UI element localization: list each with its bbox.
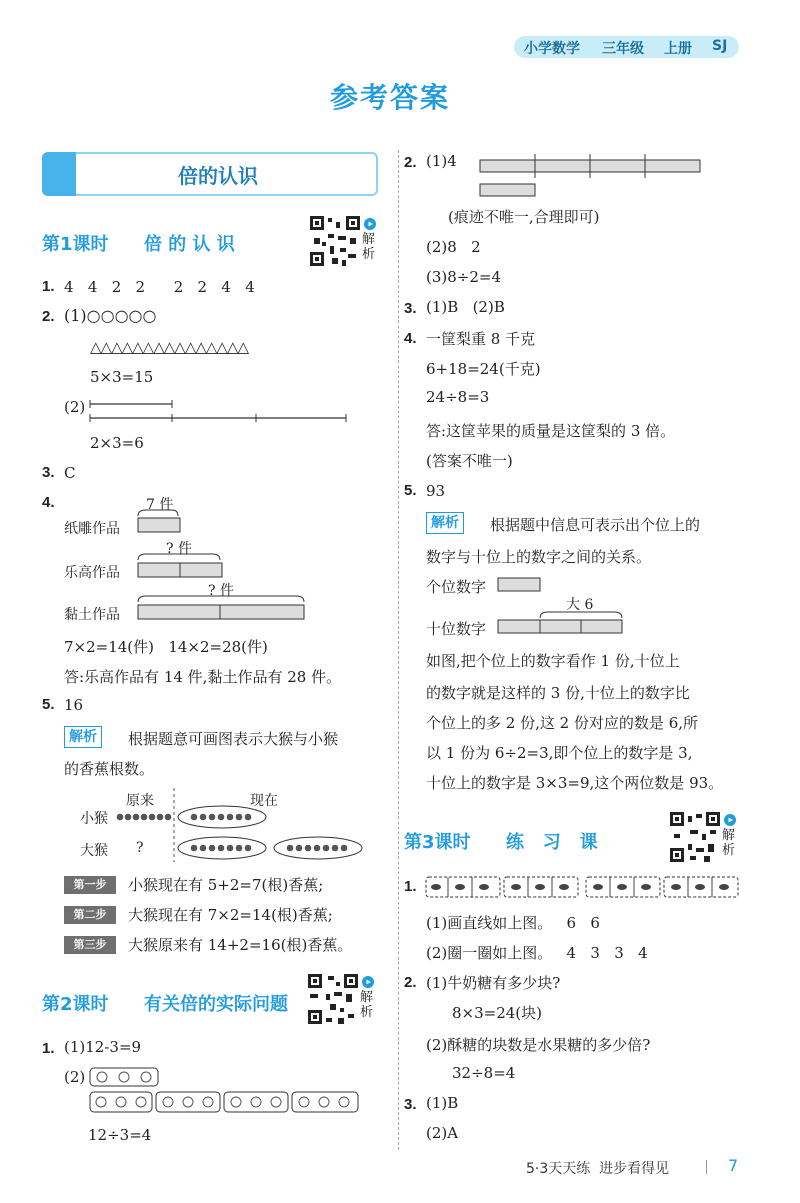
l2-q1-part2: (2) [64,1068,86,1086]
lesson1-scan-label: 解析 [362,232,376,262]
play-icon [364,218,376,230]
l1-q4-row3-label: 黏土作品 [64,607,120,623]
step3-badge: 第三步 [64,936,116,954]
l1-q3-answer: C [64,464,76,482]
l1-q2-eq1: 5×3=15 [90,368,154,386]
lesson1-num: 第1课时 [42,234,109,255]
l1-q4-row2-label: 乐高作品 [64,565,120,581]
l1-q4-equations: 7×2=14(件) 14×2=28(件) [64,638,268,656]
page-number: 7 [728,1156,739,1175]
r-q4-line2: 6+18=24(千克) [426,360,541,378]
r-q5-num: 5. [404,482,417,499]
footer-brand: 5·3天天练 进步看得见 [526,1161,670,1177]
l1-q5-question-mark: ? [136,840,144,856]
l1-q3-num: 3. [42,464,55,481]
unit-title: 倍的认识 [178,164,258,188]
play-icon [724,814,736,826]
l1-q5-row-small: 小猴 [80,811,108,827]
r-q5-exp7: 十位上的数字是 3×3=9,这个两位数是 93。 [426,774,724,792]
lesson3-scan-label: 解析 [722,828,736,858]
l1-q2-eq2: 2×3=6 [90,434,144,452]
header-subject: 小学数学 [524,41,580,57]
lesson1-qr-icon[interactable] [308,214,362,268]
l1-q5-exp-line1: 根据题意可画图表示大猴与小猴 [128,730,339,748]
footer-divider [706,1160,707,1174]
page-title: 参考答案 [330,81,451,114]
r-q4-line1: 一筐梨重 8 千克 [426,330,536,348]
l1-q5-answer: 16 [64,696,84,714]
header-volume: 上册 [664,41,692,57]
l1-q5-num: 5. [42,696,55,713]
l1-q1-num: 1. [42,278,55,295]
l1-q5-monkey-diagram [110,786,370,866]
r-q5-exp1: 根据题中信息可表示出个位上的 [490,516,701,534]
l3-q2-part1: (1)牛奶糖有多少块? [426,974,561,992]
step1-badge: 第一步 [64,876,116,894]
l1-q2-segment-diagram [88,398,350,422]
step2-badge: 第二步 [64,906,116,924]
r-q2-bar-diagram [476,152,704,200]
l3-q3-num: 3. [404,1096,417,1113]
l1-q4-label-7: 7 件 [146,497,174,513]
unit-banner-accent [42,152,76,196]
lesson3-qr-icon[interactable] [668,810,722,864]
r-q5-exp6: 以 1 份为 6÷2=3,即个位上的数字是 3, [426,744,693,762]
l1-q2-triangles: △△△△△△△△△△△△△△△ [90,338,249,356]
lesson2-qr-icon[interactable] [306,972,360,1026]
l1-q5-analysis-badge: 解析 [64,726,102,748]
r-q4-line4: 答:这筐苹果的质量是这筐梨的 3 倍。 [426,422,676,440]
r-q4-line5: (答案不唯一) [426,452,513,470]
r-q4-num: 4. [404,330,417,347]
l3-q1-num: 1. [404,878,417,895]
l3-q2-num: 2. [404,974,417,991]
l1-q4-bar-diagram [136,508,306,628]
r-q5-answer: 93 [426,482,446,500]
r-q5-brace-label: 大 6 [566,597,594,613]
r-q3-num: 3. [404,300,417,317]
step2-text: 大猴现在有 7×2=14(根)香蕉; [128,906,333,924]
lesson2-scan-label: 解析 [360,990,374,1020]
r-q4-line3: 24÷8=3 [426,388,490,406]
l1-q5-exp-line2: 的香蕉根数。 [64,760,155,778]
lesson2-num: 第2课时 [42,994,109,1015]
r-q2-part1: (1)4 [426,152,457,170]
l1-q2-part2: (2) [64,398,86,416]
r-q2-num: 2. [404,154,417,171]
step1-text: 小猴现在有 5+2=7(根)香蕉; [128,876,324,894]
l1-q5-col-now: 现在 [250,793,278,809]
r-q2-part2: (2)8 2 [426,238,481,256]
l1-q2-num: 2. [42,308,55,325]
l3-q3-part2: (2)A [426,1124,459,1142]
r-q5-exp3: 如图,把个位上的数字看作 1 份,十位上 [426,652,680,670]
r-q2-part3: (3)8÷2=4 [426,268,502,286]
column-divider [398,150,400,1150]
header-grade: 三年级 [602,41,644,57]
l3-q3-part1: (1)B [426,1094,459,1112]
l1-q5-col-before: 原来 [126,793,154,809]
l1-q1-answer: 4 4 2 2 2 2 4 4 [64,278,255,296]
l1-q4-row1-label: 纸雕作品 [64,521,120,537]
lesson2-title: 有关倍的实际问题 [144,994,288,1015]
step3-text: 大猴原来有 14+2=16(根)香蕉。 [128,936,353,954]
lesson3-title: 练 习 课 [506,832,598,853]
r-q5-exp2: 数字与十位上的数字之间的关系。 [426,548,652,566]
r-q5-tens-label: 十位数字 [426,620,487,638]
l1-q2-circles: (1)○○○○○ [64,306,157,325]
l3-q2-eq1: 8×3=24(块) [452,1004,543,1022]
l3-q1-part2: (2)圈一圈如上图。 4 3 3 4 [426,944,648,962]
l3-q2-part2: (2)酥糖的块数是水果糖的多少倍? [426,1036,651,1054]
r-q5-exp4: 的数字就是这样的 3 份,十位上的数字比 [426,684,690,702]
l1-q4-label-q1: ? 件 [166,541,192,557]
r-q3-answer: (1)B (2)B [426,298,505,316]
l2-q1-eq: 12÷3=4 [88,1126,152,1144]
r-q5-exp5: 个位上的多 2 份,这 2 份对应的数是 6,所 [426,714,699,732]
play-icon [362,976,374,988]
l3-q1-ant-diagram [424,874,740,900]
l3-q1-part1: (1)画直线如上图。 6 6 [426,914,600,932]
r-q2-note: (痕迹不唯一,合理即可) [448,208,600,226]
lesson1-title: 倍 的 认 识 [144,234,235,255]
l2-q1-part1: (1)12-3=9 [64,1038,142,1056]
l1-q5-row-big: 大猴 [80,843,108,859]
r-q5-analysis-badge: 解析 [426,512,464,534]
l1-q4-label-q2: ? 件 [208,583,234,599]
l2-q1-flower-diagram [88,1066,364,1116]
l3-q2-eq2: 32÷8=4 [452,1064,516,1082]
header-edition: SJ [712,38,728,54]
l2-q1-num: 1. [42,1040,55,1057]
lesson3-num: 第3课时 [404,832,471,853]
r-q5-ones-label: 个位数字 [426,578,487,596]
r-q5-bar-diagram [496,576,626,636]
l1-q4-answer: 答:乐高作品有 14 件,黏土作品有 28 件。 [64,668,342,686]
l1-q4-num: 4. [42,494,55,511]
